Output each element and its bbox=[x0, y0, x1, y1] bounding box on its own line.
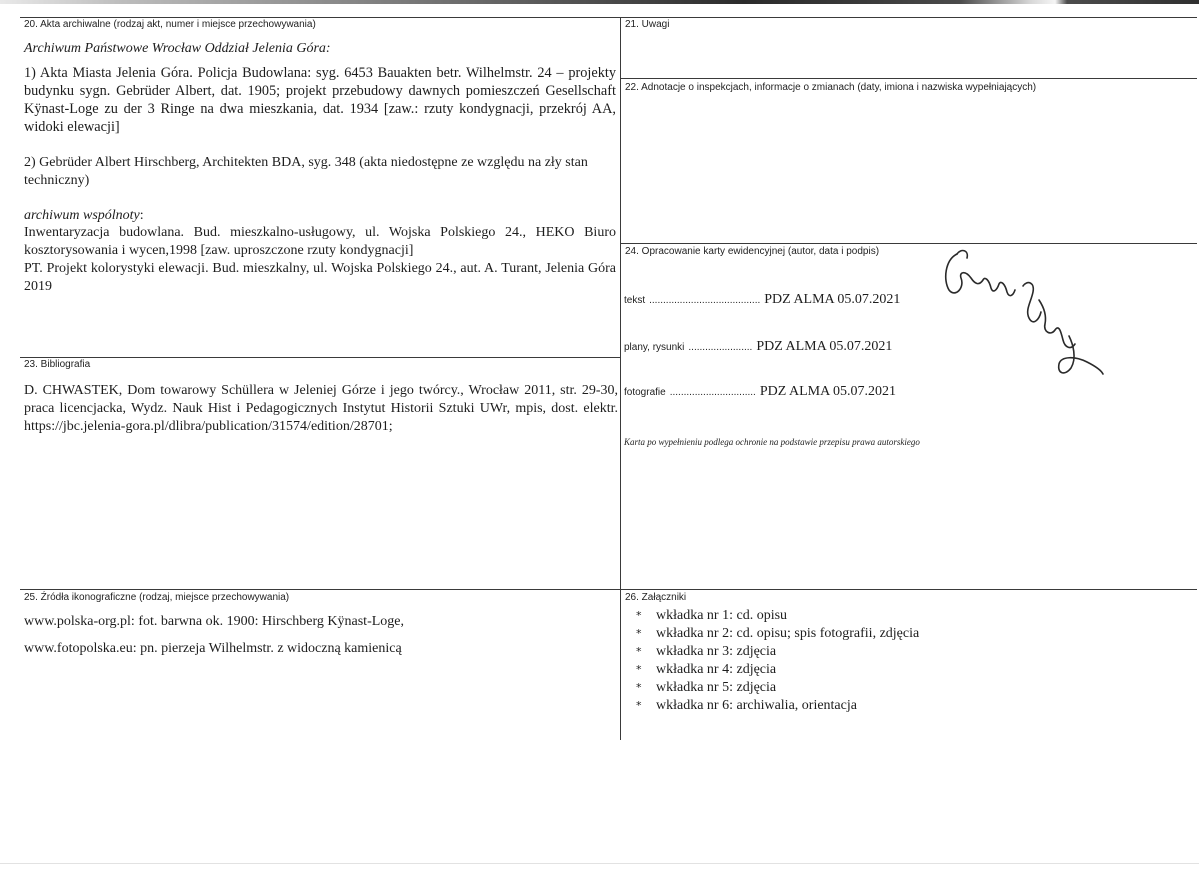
attachment-item bbox=[636, 625, 919, 643]
scan-bottom-edge bbox=[0, 863, 1199, 864]
attachment-text: wkładka nr 1: cd. opisu bbox=[656, 608, 788, 623]
author-row-label: plany, rysunki bbox=[624, 342, 685, 353]
iconography-line-2: www.fotopolska.eu: pn. pierzeja Wilhelmstr. z widoczną kamienicą bbox=[24, 641, 402, 656]
attachment-item bbox=[636, 643, 919, 661]
archive-item-2: 2) Gebrüder Albert Hirschberg, Architekten BDA, syg. 348 (akta niedostępne ze względu na zły stan techniczny) bbox=[24, 155, 588, 188]
author-row-photos bbox=[624, 382, 896, 402]
attachment-text: wkładka nr 6: archiwalia, orientacja bbox=[656, 698, 857, 713]
bullet-star: * bbox=[636, 681, 642, 694]
attachment-text: wkładka nr 4: zdjęcia bbox=[656, 662, 777, 677]
author-row-dots: ............................... bbox=[669, 387, 756, 398]
community-item-1: Inwentaryzacja budowlana. Bud. mieszkalno-usługowy, ul. Wojska Polskiego 24., HEKO Biuro kosztorysowania i wycen,1998 [zaw. uproszczone rzuty kondygnacji] bbox=[24, 225, 616, 258]
attachment-item bbox=[636, 607, 919, 625]
copyright-note: Karta po wypełnieniu podlega ochronie na podstawie przepisu prawa autorskiego bbox=[624, 437, 920, 447]
divider-23-25 bbox=[20, 589, 1197, 590]
community-heading-colon: : bbox=[139, 208, 144, 223]
attachment-text: wkładka nr 2: cd. opisu; spis fotografii, zdjęcia bbox=[656, 626, 920, 641]
handwritten-signature bbox=[935, 240, 1105, 400]
community-heading-text: archiwum wspólnoty bbox=[24, 208, 140, 223]
author-row-label: tekst bbox=[624, 295, 646, 306]
section-23-label: 23. Bibliografia bbox=[24, 359, 91, 370]
attachment-item bbox=[636, 697, 919, 715]
author-row-dots: ........................................ bbox=[649, 295, 761, 306]
author-row-dots: ....................... bbox=[688, 342, 753, 353]
attachment-text: wkładka nr 5: zdjęcia bbox=[656, 680, 777, 695]
attachments-list bbox=[636, 607, 919, 715]
section-20-label: 20. Akta archiwalne (rodzaj akt, numer i miejsce przechowywania) bbox=[24, 19, 316, 30]
bullet-star: * bbox=[636, 663, 642, 676]
attachment-text: wkładka nr 3: zdjęcia bbox=[656, 644, 777, 659]
bullet-star: * bbox=[636, 699, 642, 712]
top-border bbox=[20, 17, 1197, 18]
column-divider bbox=[620, 17, 621, 740]
community-item-2: PT. Projekt kolorystyki elewacji. Bud. mieszkalny, ul. Wojska Polskiego 24., aut. A. Turant, Jelenia Góra 2019 bbox=[24, 261, 616, 294]
attachment-item bbox=[636, 679, 919, 697]
bibliography-text: D. CHWASTEK, Dom towarowy Schüllera w Jeleniej Górze i jego twórcy., Wrocław 2011, str. 29-30, praca licencjacka, Wydz. Nauk Hist i Pedagogicznych Instytut Historii Sztuki UWr, mpis, dost. elektr. https://jbc.jelenia-gora.pl/dlibra/publication/31574/edition/28701; bbox=[24, 383, 618, 434]
section-21-label: 21. Uwagi bbox=[625, 19, 670, 30]
author-row-label: fotografie bbox=[624, 387, 666, 398]
bullet-star: * bbox=[636, 609, 642, 622]
section-25-label: 25. Źródła ikonograficzne (rodzaj, miejsce przechowywania) bbox=[24, 592, 290, 603]
author-row-value: PDZ ALMA 05.07.2021 bbox=[764, 292, 901, 307]
divider-20-23 bbox=[20, 357, 620, 358]
iconography-line-1: www.polska-org.pl: fot. barwna ok. 1900: Hirschberg Kÿnast-Loge, bbox=[24, 614, 405, 629]
bullet-star: * bbox=[636, 627, 642, 640]
attachment-item bbox=[636, 661, 919, 679]
archive-item-1: 1) Akta Miasta Jelenia Góra. Policja Budowlana: syg. 6453 Bauakten betr. Wilhelmstr. 24 – projekty budynku sygn. Gebrüder Albert, dat. 1905; projekt przebudowy dawnych pomieszczeń Gesellschaft Kÿnast-Loge zu der 3 Ringe na dwa mieszkania, dat. 1934 [zaw.: rzuty kondygnacji, przekrój AA, widoki elewacji] bbox=[24, 65, 616, 135]
scan-edge bbox=[0, 0, 1199, 4]
divider-22-24 bbox=[620, 243, 1197, 244]
author-row-plans bbox=[624, 337, 892, 357]
author-row-value: PDZ ALMA 05.07.2021 bbox=[756, 339, 893, 354]
section-24-label: 24. Opracowanie karty ewidencyjnej (autor, data i podpis) bbox=[625, 246, 880, 257]
divider-21-22 bbox=[620, 78, 1197, 79]
community-heading bbox=[24, 207, 616, 225]
section-26-label: 26. Załączniki bbox=[625, 592, 687, 603]
section-22-label: 22. Adnotacje o inspekcjach, informacje o zmianach (daty, imiona i nazwiska wypełniających) bbox=[625, 82, 1037, 93]
archive-heading: Archiwum Państwowe Wrocław Oddział Jelenia Góra: bbox=[24, 41, 331, 56]
author-row-value: PDZ ALMA 05.07.2021 bbox=[759, 384, 896, 399]
bullet-star: * bbox=[636, 645, 642, 658]
author-row-text bbox=[624, 290, 900, 310]
